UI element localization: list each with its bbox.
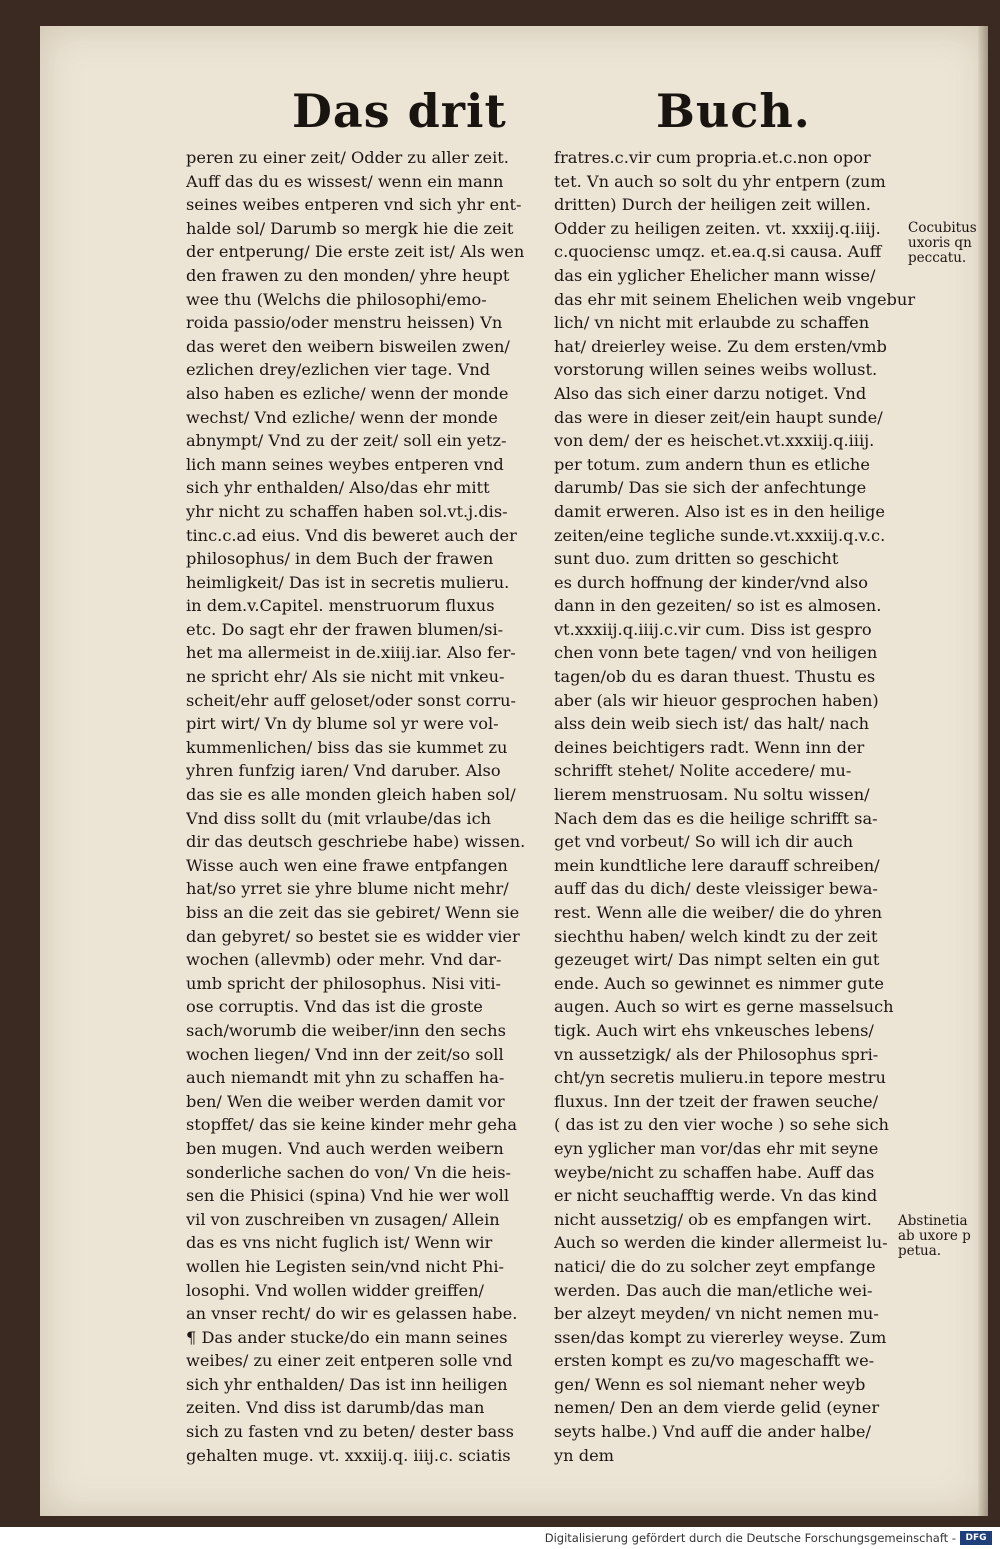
text-line: seines weibes entperen vnd sich yhr ent- [186, 195, 522, 215]
text-line: sonderliche sachen do von/ Vn die heis- [186, 1162, 511, 1182]
text-line: lich mann seines weybes entperen vnd [186, 454, 504, 474]
text-line: das weret den weibern bisweilen zwen/ [186, 336, 510, 356]
text-line: Nach dem das es die heilige schrifft sa- [554, 808, 878, 828]
text-line: philosophus/ in dem Buch der frawen [186, 549, 494, 569]
text-line: wechst/ Vnd ezliche/ wenn der monde [186, 407, 498, 427]
running-head-right: Buch. [656, 84, 811, 138]
text-line: nicht aussetzig/ ob es empfangen wirt. [554, 1209, 872, 1229]
text-line: per totum. zum andern thun es etliche [554, 454, 870, 474]
text-line: lich/ vn nicht mit erlaubde zu schaffen [554, 313, 870, 333]
text-line: ben/ Wen die weiber werden damit vor [186, 1091, 505, 1111]
text-line: wee thu (Welchs die philosophi/emo- [186, 289, 487, 309]
text-line: Wisse auch wen eine frawe entpfangen [186, 855, 508, 875]
text-line: siechthu haben/ welch kindt zu der zeit [554, 926, 878, 946]
text-line: yn dem [554, 1445, 615, 1465]
text-line: fratres.c.vir cum propria.et.c.non opor [554, 148, 871, 167]
text-line: mein kundtliche lere darauff schreiben/ [554, 855, 880, 875]
text-line: rest. Wenn alle die weiber/ die do yhren [554, 903, 883, 922]
text-line: sunt duo. zum dritten so geschicht [554, 549, 839, 569]
text-line: natici/ die do zu solcher zeyt empfange [554, 1256, 876, 1276]
text-line: vil von zuschreiben vn zusagen/ Allein [186, 1209, 500, 1229]
text-line: kummenlichen/ biss das sie kummet zu [186, 737, 508, 757]
text-line: stopffet/ das sie keine kinder mehr geha [186, 1115, 517, 1135]
text-line: ( das ist zu den vier woche ) so sehe sich [554, 1115, 889, 1135]
text-line: chen vonn bete tagen/ vnd von heiligen [554, 643, 878, 663]
text-line: auff das du dich/ deste vleissiger bewa- [554, 879, 878, 899]
text-line: augen. Auch so wirt es gerne masselsuch [554, 997, 894, 1017]
margin-note-line: uxoris qn [908, 235, 972, 251]
text-line: halde sol/ Darumb so mergk hie die zeit [186, 218, 514, 238]
margin-note-line: petua. [898, 1243, 942, 1259]
text-line: ezlichen drey/ezlichen vier tage. Vnd [186, 360, 491, 380]
text-line: cht/yn secretis mulieru.in tepore mestru [554, 1068, 886, 1088]
margin-note-line: ab uxore p [898, 1228, 971, 1244]
text-column-left [186, 146, 556, 1467]
funding-credit: Digitalisierung gefördert durch die Deutsche Forschungsgemeinschaft - [544, 1531, 956, 1545]
text-column-right [554, 146, 926, 1467]
text-line: c.quociensc umqz. et.ea.q.si causa. Auff [554, 242, 882, 262]
text-line: abnympt/ Vnd zu der zeit/ soll ein yetz- [186, 431, 507, 451]
text-line: gezeuget wirt/ Das nimpt selten ein gut [554, 950, 880, 970]
text-line: weibes/ zu einer zeit entperen solle vnd [186, 1351, 513, 1371]
text-line: het ma allermeist in de.xiiij.iar. Also fer- [186, 643, 516, 663]
text-line: vn aussetzigk/ als der Philosophus spri- [554, 1044, 879, 1064]
text-line: der entperung/ Die erste zeit ist/ Als wen [186, 242, 525, 262]
text-line: etc. Do sagt ehr der frawen blumen/si- [186, 619, 504, 639]
text-line: weybe/nicht zu schaffen habe. Auff das [554, 1162, 875, 1182]
text-line: gen/ Wenn es sol niemant neher weyb [554, 1374, 866, 1394]
text-line: hat/ dreierley weise. Zu dem ersten/vmb [554, 336, 887, 356]
margin-note-line: peccatu. [908, 250, 967, 266]
text-line: heimligkeit/ Das ist in secretis mulieru. [186, 572, 510, 592]
text-line: nemen/ Den an dem vierde gelid (eyner [554, 1398, 880, 1418]
text-line: dan gebyret/ so bestet sie es widder vier [186, 926, 520, 946]
text-line: das sie es alle monden gleich haben sol/ [186, 785, 516, 805]
text-line: ben mugen. Vnd auch werden weibern [186, 1138, 504, 1158]
text-line: den frawen zu den monden/ yhre heupt [186, 265, 510, 285]
text-line: das ein yglicher Ehelicher mann wisse/ [554, 265, 876, 285]
text-line: das were in dieser zeit/ein haupt sunde/ [554, 407, 883, 427]
text-line: damit erweren. Also ist es in den heilige [554, 501, 885, 521]
text-line: Odder zu heiligen zeiten. vt. xxxiij.q.iiij. [554, 218, 881, 238]
text-line: Vnd diss sollt du (mit vrlaube/das ich [186, 808, 492, 828]
text-line: pirt wirt/ Vn dy blume sol yr were vol- [186, 714, 499, 734]
text-line: yhr nicht zu schaffen haben sol.vt.j.dis- [186, 501, 508, 521]
text-line: gehalten muge. vt. xxxiij.q. iiij.c. sciatis [186, 1445, 511, 1465]
text-line: seyts halbe.) Vnd auff die ander halbe/ [554, 1422, 871, 1442]
text-line: ¶ Das ander stucke/do ein mann seines [186, 1327, 508, 1347]
text-line: vt.xxxiij.q.iiij.c.vir cum. Diss ist gespro [554, 619, 872, 639]
text-line: das ehr mit seinem Ehelichen weib vngebur [554, 289, 916, 309]
text-line: scheit/ehr auff geloset/oder sonst corru- [186, 690, 517, 710]
text-line: yhren funfzig iaren/ Vnd daruber. Also [186, 761, 501, 781]
text-line: ende. Auch so gewinnet es nimmer gute [554, 973, 884, 993]
text-line: Auff das du es wissest/ wenn ein mann [186, 171, 504, 191]
text-line: sich zu fasten vnd zu beten/ dester bass [186, 1422, 514, 1442]
text-line: tinc.c.ad eius. Vnd dis beweret auch der [186, 525, 517, 545]
text-line: zeiten/eine tegliche sunde.vt.xxxiij.q.v.c. [554, 525, 886, 545]
text-line: roida passio/oder menstru heissen) Vn [186, 313, 503, 333]
text-line: vorstorung willen seines weibs wollust. [554, 360, 878, 380]
text-line: ersten kompt es zu/vo mageschafft we- [554, 1351, 875, 1371]
text-line: umb spricht der philosophus. Nisi viti- [186, 973, 502, 993]
text-line: Auch so werden die kinder allermeist lu- [554, 1233, 888, 1253]
text-line: werden. Das auch die man/etliche wei- [554, 1280, 873, 1300]
text-line: sen die Phisici (spina) Vnd hie wer woll [186, 1186, 510, 1206]
text-line: tagen/ob du es daran thuest. Thustu es [554, 667, 876, 687]
text-line: auch niemandt mit yhn zu schaffen ha- [186, 1068, 505, 1088]
margin-note-line: Abstinetia [898, 1213, 968, 1229]
text-line: get vnd vorbeut/ So will ich dir auch [554, 832, 854, 852]
text-line: deines beichtigers radt. Wenn inn der [554, 737, 865, 757]
text-line: also haben es ezliche/ wenn der monde [186, 383, 509, 403]
text-line: hat/so yrret sie yhre blume nicht mehr/ [186, 879, 509, 899]
text-line: sich yhr enthalden/ Das ist inn heiligen [186, 1374, 508, 1394]
text-line: alss dein weib siech ist/ das halt/ nach [554, 714, 870, 734]
text-line: eyn yglicher man vor/das ehr mit seyne [554, 1138, 879, 1158]
text-line: zeiten. Vnd diss ist darumb/das man [186, 1398, 485, 1418]
text-line: biss an die zeit das sie gebiret/ Wenn sie [186, 903, 520, 922]
text-line: das es vns nicht fuglich ist/ Wenn wir [186, 1233, 493, 1253]
text-line: dann in den gezeiten/ so ist es almosen. [554, 596, 882, 616]
text-line: in dem.v.Capitel. menstruorum fluxus [186, 596, 495, 616]
text-line: an vnser recht/ do wir es gelassen habe. [186, 1304, 518, 1324]
text-line: es durch hoffnung der kinder/vnd also [554, 572, 868, 592]
text-line: wollen hie Legisten sein/vnd nicht Phi- [186, 1256, 504, 1276]
text-line: tigk. Auch wirt ehs vnkeusches lebens/ [554, 1020, 874, 1040]
text-line: dritten) Durch der heiligen zeit willen. [554, 195, 871, 215]
text-line: losophi. Vnd wollen widder greiffen/ [186, 1280, 484, 1300]
text-line: wochen liegen/ Vnd inn der zeit/so soll [186, 1044, 504, 1064]
text-line: sich yhr enthalden/ Also/das ehr mitt [186, 478, 490, 498]
text-line: ber alzeyt meyden/ vn nicht nemen mu- [554, 1304, 879, 1324]
text-line: sach/worumb die weiber/inn den sechs [186, 1020, 506, 1040]
text-line: ne spricht ehr/ Als sie nicht mit vnkeu- [186, 667, 505, 687]
text-line: von dem/ der es heischet.vt.xxxiij.q.iiij. [554, 431, 875, 451]
margin-note-line: Cocubitus [908, 220, 977, 236]
text-line: peren zu einer zeit/ Odder zu aller zeit. [186, 148, 509, 167]
text-line: tet. Vn auch so solt du yhr entpern (zum [554, 171, 886, 191]
text-line: darumb/ Das sie sich der anfechtunge [554, 478, 867, 498]
margin-note-concubitus [908, 221, 977, 266]
text-line: schrifft stehet/ Nolite accedere/ mu- [554, 761, 852, 781]
running-head-left: Das drit [292, 84, 507, 138]
text-line: Also das sich einer darzu notiget. Vnd [554, 383, 867, 403]
dfg-logo: DFG [960, 1531, 992, 1545]
margin-note-abstinentia [898, 1214, 971, 1259]
text-line: ssen/das kompt zu viererley weyse. Zum [554, 1327, 887, 1347]
digitization-footer [0, 1527, 1000, 1549]
text-line: dir das deutsch geschriebe habe) wissen. [186, 832, 526, 852]
text-line: ose corruptis. Vnd das ist die groste [186, 997, 483, 1017]
text-line: aber (als wir hieuor gesprochen haben) [554, 690, 879, 710]
text-line: er nicht seuchafftig werde. Vn das kind [554, 1186, 878, 1206]
book-page [40, 26, 988, 1516]
text-line: wochen (allevmb) oder mehr. Vnd dar- [186, 950, 502, 970]
text-line: lierem menstruosam. Nu soltu wissen/ [554, 785, 870, 805]
text-line: fluxus. Inn der tzeit der frawen seuche/ [554, 1091, 879, 1111]
